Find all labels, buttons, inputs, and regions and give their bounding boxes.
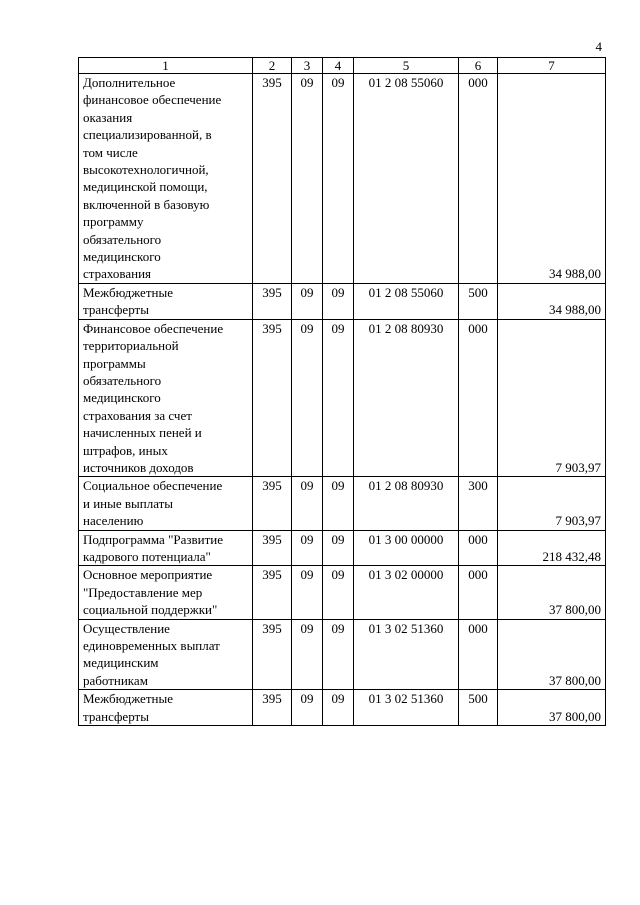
admin-code-cell: 395 [253, 74, 292, 284]
admin-code-cell: 395 [253, 319, 292, 477]
header-cell: 5 [354, 58, 459, 74]
section-code-cell: 09 [292, 690, 323, 726]
table-row [79, 619, 606, 690]
row-name-line: населению [83, 513, 144, 529]
amount-cell: 7 903,97 [498, 319, 606, 477]
table-row [79, 74, 606, 284]
table-row [79, 283, 606, 319]
row-name-line: источников доходов [83, 459, 194, 475]
row-name-line: социальной поддержки" [83, 602, 218, 618]
row-name-line: высокотехнологичной, [83, 162, 209, 178]
row-name-line: Основное мероприятие [83, 567, 213, 583]
section-code-cell: 09 [292, 477, 323, 530]
subsection-code-cell: 09 [323, 619, 354, 690]
amount-cell: 34 988,00 [498, 74, 606, 284]
row-name-line: и иные выплаты [83, 495, 174, 511]
amount-cell: 37 800,00 [498, 619, 606, 690]
admin-code-cell: 395 [253, 477, 292, 530]
row-name-line: включенной в базовую [83, 196, 210, 212]
row-name-line: страхования [83, 266, 152, 282]
table-row [79, 530, 606, 566]
row-name-cell [79, 74, 253, 284]
expense-type-cell: 300 [459, 477, 498, 530]
subsection-code-cell: 09 [323, 530, 354, 566]
expense-type-cell: 000 [459, 566, 498, 619]
target-article-cell: 01 2 08 80930 [354, 319, 459, 477]
target-article-cell: 01 2 08 55060 [354, 74, 459, 284]
section-code-cell: 09 [292, 619, 323, 690]
header-cell: 2 [253, 58, 292, 74]
row-name-cell [79, 283, 253, 319]
row-name-line: кадрового потенциала" [83, 548, 211, 564]
row-name-line: единовременных выплат [83, 638, 220, 653]
row-name-cell [79, 477, 253, 530]
row-name-line: специализированной, в [83, 127, 212, 143]
row-name-line: финансовое обеспечение [83, 92, 222, 108]
expense-type-cell: 000 [459, 619, 498, 690]
row-name-line: Социальное обеспечение [83, 478, 223, 494]
amount-cell: 7 903,97 [498, 477, 606, 530]
section-code-cell: 09 [292, 319, 323, 477]
row-name-cell [79, 690, 253, 726]
row-name-line: медицинского [83, 390, 161, 406]
row-name-cell [79, 530, 253, 566]
page-number: 4 [595, 39, 602, 54]
header-cell: 1 [79, 58, 253, 74]
header-cell: 7 [498, 58, 606, 74]
row-name-line: начисленных пеней и [83, 425, 202, 441]
row-name-line: обязательного [83, 372, 162, 388]
section-code-cell: 09 [292, 530, 323, 566]
target-article-cell: 01 3 02 51360 [354, 690, 459, 726]
header-cell: 4 [323, 58, 354, 74]
row-name-line: трансферты [83, 708, 149, 724]
target-article-cell: 01 3 02 00000 [354, 566, 459, 619]
table-row [79, 690, 606, 726]
target-article-cell: 01 2 08 55060 [354, 283, 459, 319]
expense-type-cell: 500 [459, 690, 498, 726]
row-name-cell [79, 566, 253, 619]
row-name-line: "Предоставление мер [83, 584, 203, 600]
row-name-line: страхования за счет [83, 407, 192, 423]
table-header-row [79, 58, 606, 74]
subsection-code-cell: 09 [323, 690, 354, 726]
subsection-code-cell: 09 [323, 477, 354, 530]
target-article-cell: 01 2 08 80930 [354, 477, 459, 530]
admin-code-cell: 395 [253, 690, 292, 726]
row-name-line: программы [83, 355, 146, 371]
row-name-line: медицинским [83, 655, 159, 671]
amount-cell: 34 988,00 [498, 283, 606, 319]
table-row [79, 566, 606, 619]
amount-cell: 218 432,48 [498, 530, 606, 566]
expense-type-cell: 000 [459, 530, 498, 566]
row-name-cell [79, 619, 253, 690]
amount-cell: 37 800,00 [498, 566, 606, 619]
admin-code-cell: 395 [253, 530, 292, 566]
subsection-code-cell: 09 [323, 74, 354, 284]
budget-table [78, 57, 606, 726]
table-row [79, 477, 606, 530]
row-name-line: Дополнительное [83, 75, 176, 90]
target-article-cell: 01 3 02 51360 [354, 619, 459, 690]
row-name-line: обязательного [83, 231, 162, 247]
row-name-line: Осуществление [83, 620, 170, 636]
subsection-code-cell: 09 [323, 283, 354, 319]
row-name-line: Межбюджетные [83, 691, 173, 707]
header-cell: 6 [459, 58, 498, 74]
section-code-cell: 09 [292, 283, 323, 319]
row-name-line: трансферты [83, 302, 149, 318]
section-code-cell: 09 [292, 566, 323, 619]
amount-cell: 37 800,00 [498, 690, 606, 726]
expense-type-cell: 500 [459, 283, 498, 319]
admin-code-cell: 395 [253, 566, 292, 619]
row-name-line: Межбюджетные [83, 284, 173, 300]
admin-code-cell: 395 [253, 619, 292, 690]
row-name-cell [79, 319, 253, 477]
row-name-line: работникам [83, 672, 148, 688]
row-name-line: медицинской помощи, [83, 179, 208, 195]
expense-type-cell: 000 [459, 74, 498, 284]
section-code-cell: 09 [292, 74, 323, 284]
admin-code-cell: 395 [253, 283, 292, 319]
row-name-line: оказания [83, 109, 133, 125]
subsection-code-cell: 09 [323, 319, 354, 477]
row-name-line: территориальной [83, 338, 179, 354]
row-name-line: медицинского [83, 249, 161, 265]
row-name-line: Финансовое обеспечение [83, 320, 224, 336]
subsection-code-cell: 09 [323, 566, 354, 619]
row-name-line: штрафов, иных [83, 442, 168, 458]
target-article-cell: 01 3 00 00000 [354, 530, 459, 566]
header-cell: 3 [292, 58, 323, 74]
expense-type-cell: 000 [459, 319, 498, 477]
row-name-line: том числе [83, 144, 138, 160]
row-name-line: программу [83, 214, 144, 230]
table-row [79, 319, 606, 477]
row-name-line: Подпрограмма "Развитие [83, 531, 224, 547]
